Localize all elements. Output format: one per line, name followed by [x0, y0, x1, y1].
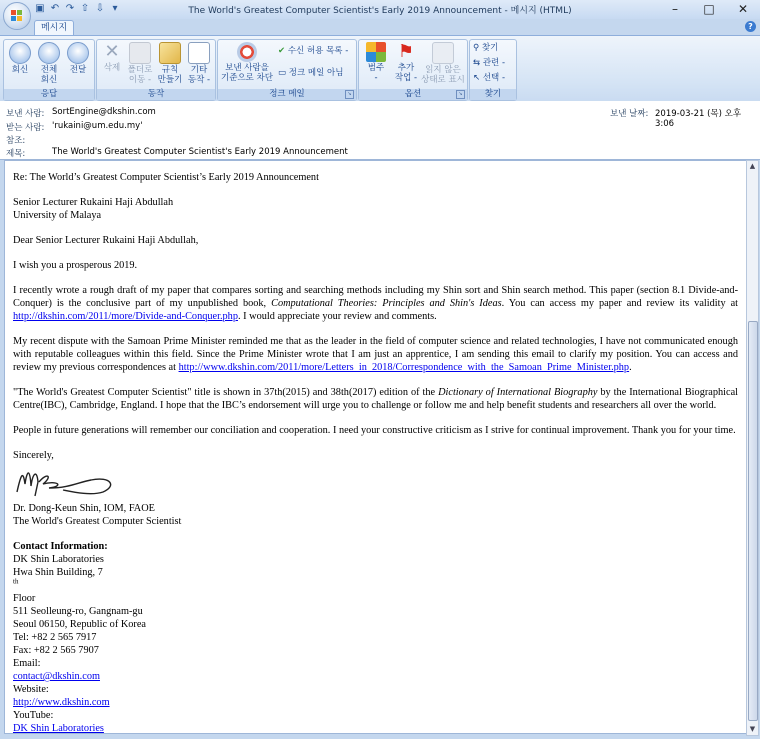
- from-value[interactable]: SortEngine@dkshin.com: [52, 107, 156, 117]
- to-value[interactable]: 'rukaini@um.edu.my': [52, 121, 143, 131]
- group-junk-label: 정크 메일: [218, 89, 356, 100]
- youtube-link[interactable]: DK Shin Laboratories: [13, 723, 104, 734]
- message-header: [0, 101, 760, 160]
- previous-icon[interactable]: ⇧: [80, 3, 90, 14]
- paragraph-1: I wish you a prosperous 2019.: [13, 260, 138, 271]
- flag-icon: ⚑: [397, 41, 415, 62]
- to-label: 받는 사람:: [6, 123, 45, 133]
- window-title: The World's Greatest Computer Scientist's Early 2019 Announcement - 메시지 (HTML): [188, 6, 572, 16]
- rule-icon: [159, 42, 181, 64]
- close-button[interactable]: ✕: [737, 2, 749, 16]
- follow-up-button[interactable]: ⚑ 추가 작업 -: [394, 41, 418, 83]
- office-button[interactable]: [3, 2, 31, 30]
- group-actions: [96, 39, 216, 101]
- salutation: Dear Senior Lecturer Rukaini Haji Abdullah,: [13, 235, 199, 246]
- closing: Sincerely,: [13, 450, 54, 461]
- message-body[interactable]: [4, 160, 748, 734]
- reply-all-button[interactable]: 전체 회신: [34, 42, 64, 85]
- binoculars-icon: ⚲: [473, 43, 480, 53]
- related-button[interactable]: ⇆ 관련 -: [473, 58, 506, 68]
- from-label: 보낸 사람:: [6, 109, 45, 119]
- not-junk-icon: ▭: [278, 68, 287, 78]
- group-options: [358, 39, 468, 101]
- forward-button[interactable]: 전달: [64, 42, 92, 75]
- ribbon: [0, 35, 760, 103]
- paragraph-4: "The World's Greatest Computer Scientist" title is shown in 37th(2015) and 38th(2017) edition of the Dictionary of International Biography by the International Biographical Centre(IBC), Cambridge, England. I hope that the IBC’s endorsement will urge you to challenge or follow me and help benefit students and researchers all over the world.: [13, 387, 739, 411]
- categorize-icon: [366, 42, 386, 62]
- paragraph-2: I recently wrote a rough draft of my paper that compares sorting and searching methods including my Shin sort and Shin search method. This paper (section 8.1 Divide-and-Conquer) is the conclusive part of my unpublished book, Computational Theories: Principles and Shin's Ideas. You can access my paper and review its validity at http://dkshin.com/2011/more/Divide-and-Conquer.php. I would appreciate your review and comments.: [13, 285, 739, 322]
- tab-message[interactable]: 메시지: [34, 20, 74, 36]
- other-actions-icon: [188, 42, 210, 64]
- mark-unread-button[interactable]: 읽지 않은 상태로 표시: [421, 42, 465, 85]
- contact-block: Contact Information: DK Shin Laboratories Hwa Shin Building, 7 $^{th}$ Floor 511 Seolleung-ro, Gangnam-gu Seoul 06150, Republic of Korea Tel: +82 2 565 7917 Fax: +82 2 565 7907 Email: contact@dkshin.com Website: http://www.dkshin.com YouTube: DK Shin Laboratories: [13, 540, 738, 734]
- vertical-scrollbar[interactable]: [746, 160, 759, 736]
- block-sender-icon: [237, 42, 257, 62]
- group-respond: [3, 39, 95, 101]
- subject-label: 제목:: [6, 149, 26, 159]
- group-options-label: 옵션: [359, 89, 467, 100]
- scroll-down-icon[interactable]: ▼: [749, 725, 756, 733]
- group-junk-mail: [217, 39, 357, 101]
- reply-button[interactable]: 회신: [6, 42, 34, 75]
- related-icon: ⇆: [473, 58, 481, 68]
- create-rule-button[interactable]: 규칙 만들기: [155, 42, 185, 85]
- select-icon: ↖: [473, 73, 481, 83]
- signature-image: [13, 462, 123, 500]
- email-content: [13, 171, 738, 734]
- junk-dialog-launcher-icon[interactable]: ↘: [345, 90, 354, 99]
- folder-icon: [129, 42, 151, 64]
- options-dialog-launcher-icon[interactable]: ↘: [456, 90, 465, 99]
- ribbon-tab-row: [0, 19, 760, 35]
- maximize-button[interactable]: □: [703, 2, 715, 16]
- undo-icon[interactable]: ↶: [50, 3, 60, 14]
- safe-list-icon: ✔: [278, 46, 286, 56]
- other-actions-button[interactable]: 기타 동작 -: [185, 42, 213, 85]
- contact-heading: Contact Information:: [13, 541, 108, 552]
- subject-value: The World's Greatest Computer Scientist's Early 2019 Announcement: [52, 147, 348, 157]
- reply-icon: [9, 42, 31, 64]
- move-to-folder-button[interactable]: 폴더로 이동 -: [125, 42, 155, 85]
- email-link[interactable]: contact@dkshin.com: [13, 671, 100, 682]
- select-button[interactable]: ↖ 선택 -: [473, 73, 506, 83]
- categorize-button[interactable]: 범주 -: [361, 42, 391, 83]
- not-junk-button[interactable]: ▭ 정크 메일 아님: [278, 68, 344, 78]
- paper-link[interactable]: http://dkshin.com/2011/more/Divide-and-Conquer.php: [13, 311, 238, 322]
- cc-label: 참조:: [6, 136, 26, 146]
- correspondence-link[interactable]: http://www.dkshin.com/2011/more/Letters_in_2018/Correspondence_with_the_Samoan_Prime_Minister.php: [178, 362, 630, 373]
- scroll-up-icon[interactable]: ▲: [749, 162, 756, 170]
- next-icon[interactable]: ⇩: [95, 3, 105, 14]
- delete-icon: ✕: [104, 41, 120, 62]
- help-icon[interactable]: ?: [745, 21, 756, 32]
- sent-date-value: 2019-03-21 (목) 오후 3:06: [655, 109, 742, 129]
- find-button[interactable]: ⚲ 찾기: [473, 43, 499, 53]
- forward-icon: [67, 42, 89, 64]
- sender-block: Dr. Dong-Keun Shin, IOM, FAOE The World's Greatest Computer Scientist: [13, 503, 182, 527]
- minimize-button[interactable]: –: [672, 2, 678, 16]
- group-find-label: 찾기: [470, 89, 516, 100]
- group-find: [469, 39, 517, 101]
- dictionary-title: Dictionary of International Biography: [438, 387, 598, 398]
- title-bar: [0, 0, 760, 19]
- customize-icon[interactable]: ▾: [112, 3, 118, 14]
- envelope-icon: [432, 42, 454, 64]
- recipient-block: Senior Lecturer Rukaini Haji Abdullah University of Malaya: [13, 197, 174, 221]
- redo-icon[interactable]: ↷: [65, 3, 75, 14]
- website-link[interactable]: http://www.dkshin.com: [13, 697, 110, 708]
- group-actions-label: 동작: [97, 89, 215, 100]
- reply-all-icon: [38, 42, 60, 64]
- book-title: Computational Theories: Principles and Shin's Ideas: [271, 298, 502, 309]
- re-line: Re: The World’s Greatest Computer Scientist’s Early 2019 Announcement: [13, 172, 319, 183]
- paragraph-5: People in future generations will remember our conciliation and cooperation. I need your constructive criticism as I strive for continual improvement. Thank you for your time.: [13, 425, 736, 436]
- safe-list-button[interactable]: ✔ 수신 허용 목록 -: [278, 46, 349, 56]
- office-logo-icon: [11, 10, 23, 22]
- paragraph-3: My recent dispute with the Samoan Prime Minister reminded me that as the leader in the field of computer science and related technologies, I have not communicated enough with reputable colleagues within this field. Since the Prime Minister wrote that I am just an apprentice, I am sending this email to clarify my position. You can access and review my previous correspondences at http://www.dkshin.com/2011/more/Letters_in_2018/Correspondence_with_the_Samoan_Prime_Minister.php.: [13, 336, 738, 373]
- scroll-thumb[interactable]: [748, 321, 758, 721]
- save-icon[interactable]: ▣: [35, 3, 45, 14]
- delete-button[interactable]: ✕ 삭제: [103, 41, 121, 73]
- sent-date-label: 보낸 날짜:: [610, 109, 649, 119]
- group-respond-label: 응답: [4, 89, 94, 100]
- block-sender-button[interactable]: 보낸 사람을 기준으로 차단: [220, 42, 274, 83]
- building-line: Hwa Shin Building, 7 $^{th}$ Floor: [13, 567, 103, 604]
